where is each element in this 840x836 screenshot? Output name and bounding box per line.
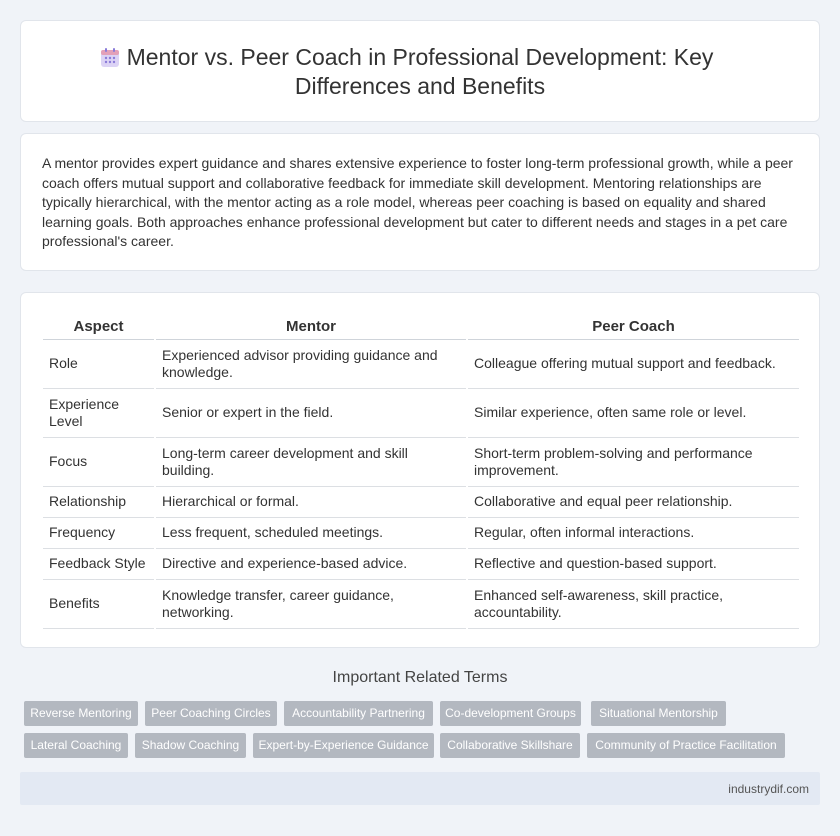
footer [20, 772, 820, 805]
header-mentor: Mentor [155, 313, 467, 339]
related-term-tag[interactable]: Accountability Partnering [284, 701, 433, 726]
mentor-cell: Long-term career development and skill building. [155, 437, 467, 486]
footer-site[interactable]: industrydif.com [728, 782, 809, 796]
header-aspect: Aspect [43, 313, 155, 339]
aspect-cell: Experience Level [43, 388, 155, 437]
aspect-cell: Benefits [43, 579, 155, 628]
aspect-cell: Role [43, 339, 155, 388]
header-peer-coach: Peer Coach [467, 313, 799, 339]
intro-card [20, 133, 820, 271]
peer-coach-cell: Reflective and question-based support. [467, 548, 799, 579]
related-term-tag[interactable]: Co-development Groups [440, 701, 581, 726]
comparison-table [43, 313, 799, 629]
peer-coach-cell: Enhanced self-awareness, skill practice, accountability. [467, 579, 799, 628]
table-row [43, 339, 799, 388]
table-header-row [43, 313, 799, 339]
related-term-tag[interactable]: Community of Practice Facilitation [587, 733, 785, 758]
mentor-cell: Experienced advisor providing guidance and knowledge. [155, 339, 467, 388]
related-terms-title: Important Related Terms [332, 669, 508, 686]
peer-coach-cell: Regular, often informal interactions. [467, 517, 799, 548]
aspect-cell: Focus [43, 437, 155, 486]
mentor-cell: Hierarchical or formal. [155, 486, 467, 517]
mentor-cell: Senior or expert in the field. [155, 388, 467, 437]
peer-coach-cell: Collaborative and equal peer relationship. [467, 486, 799, 517]
table-row [43, 486, 799, 517]
mentor-cell: Less frequent, scheduled meetings. [155, 517, 467, 548]
table-row [43, 388, 799, 437]
peer-coach-cell: Short-term problem-solving and performance improvement. [467, 437, 799, 486]
aspect-cell: Relationship [43, 486, 155, 517]
comparison-card [20, 292, 820, 648]
related-term-tag[interactable]: Situational Mentorship [591, 701, 726, 726]
peer-coach-cell: Similar experience, often same role or level. [467, 388, 799, 437]
related-term-tag[interactable]: Expert-by-Experience Guidance [253, 733, 434, 758]
mentor-cell: Knowledge transfer, career guidance, networking. [155, 579, 467, 628]
page-title: Mentor vs. Peer Coach in Professional Development: Key Differences and Benefits [126, 44, 714, 99]
peer-coach-cell: Colleague offering mutual support and feedback. [467, 339, 799, 388]
mentor-cell: Directive and experience-based advice. [155, 548, 467, 579]
table-row [43, 437, 799, 486]
related-term-tag[interactable]: Collaborative Skillshare [440, 733, 580, 758]
related-term-tag[interactable]: Lateral Coaching [24, 733, 128, 758]
table-row [43, 548, 799, 579]
related-term-tag[interactable]: Peer Coaching Circles [145, 701, 277, 726]
related-term-tag[interactable]: Reverse Mentoring [24, 701, 138, 726]
aspect-cell: Feedback Style [43, 548, 155, 579]
table-row [43, 579, 799, 628]
table-row [43, 517, 799, 548]
intro-paragraph: A mentor provides expert guidance and shares extensive experience to foster long-term professional growth, while a peer coach offers mutual support and collaborative feedback for immediate skill development. Mentoring relationships are typically hierarchical, with the mentor acting as a role model, whereas peer coaching is based on equality and shared learning goals. Both approaches enhance professional development but cater to different needs and stages in a pet care professional's career. [42, 155, 793, 250]
title-card [20, 20, 820, 122]
related-term-tag[interactable]: Shadow Coaching [135, 733, 246, 758]
aspect-cell: Frequency [43, 517, 155, 548]
